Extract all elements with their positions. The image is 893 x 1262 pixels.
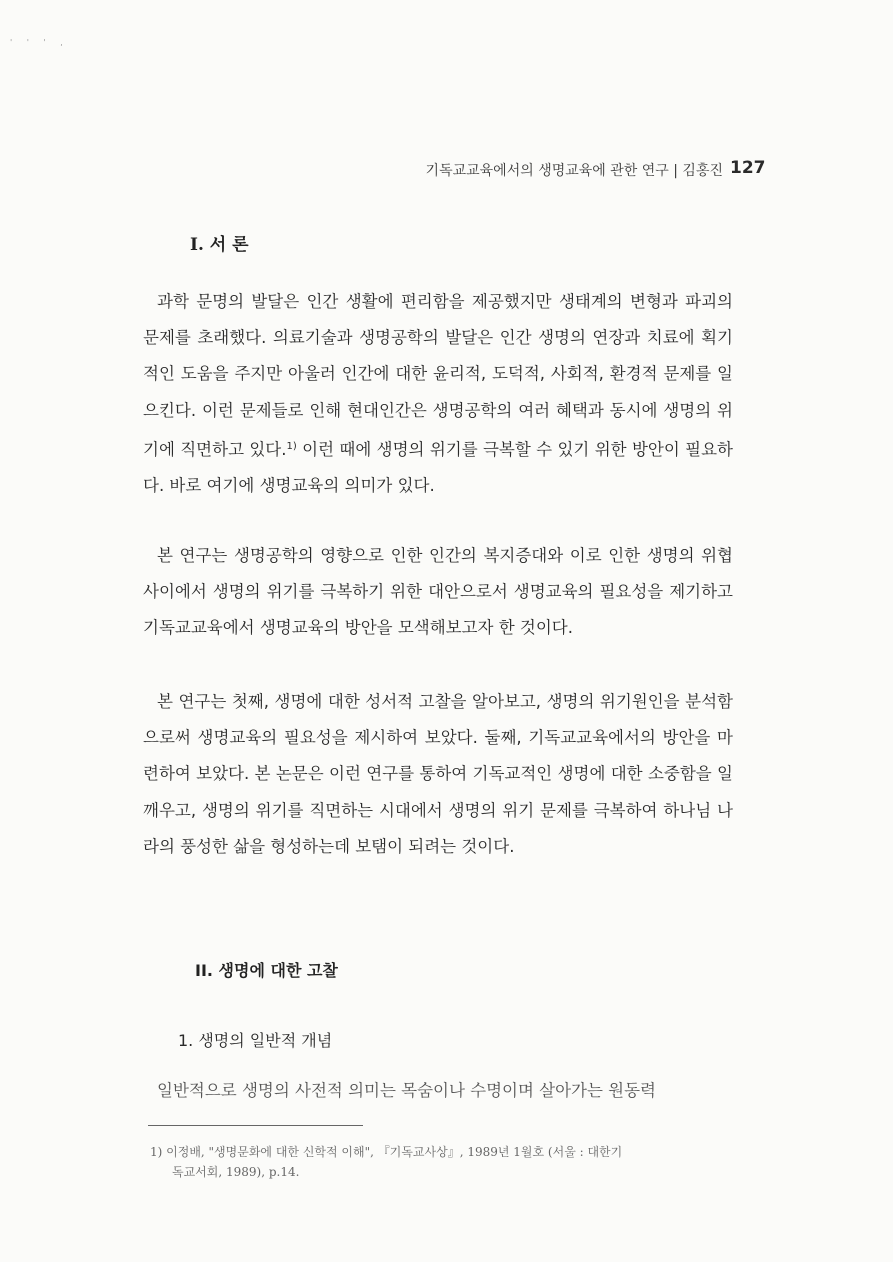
running-header: 기독교교육에서의 생명교육에 관한 연구 | 김홍진 xyxy=(425,163,723,179)
footnote-marker[interactable]: 1) xyxy=(286,440,297,452)
paragraph-2: 본 연구는 생명공학의 영향으로 인한 인간의 복지증대와 이로 인한 생명의 위협 사이에서 생명의 위기를 극복하기 위한 대안으로서 생명교육의 필요성을 제기하고 기독교교육에서 생명교육의 방안을 모색해보고자 한 것이다. xyxy=(143,546,733,638)
footnote-line-1: 1) 이정배, "생명문화에 대한 신학적 이해", 『기독교사상』, 1989년 1월호 (서울 : 대한기 xyxy=(150,1145,623,1159)
footnote-line-2: 독교서회, 1989), p.14. xyxy=(172,1165,300,1179)
paragraph-4: 일반적으로 생명의 사전적 의미는 목숨이나 수명이며 살아가는 원동력 xyxy=(157,1081,656,1100)
paragraph-1 xyxy=(143,284,733,504)
section-title-life: II. 생명에 대한 고찰 xyxy=(195,961,338,980)
paragraph-1-text: 과학 문명의 발달은 인간 생활에 편리함을 제공했지만 생태계의 변형과 파괴의 문제를 초래했다. 의료기술과 생명공학의 발달은 인간 생명의 연장과 치료에 획기적인 도움을 주지만 아울러 인간에 대한 윤리적, 도덕적, 사회적, 환경적 문제를 일으킨다. 이런 문제들로 인해 현대인간은 생명공학의 여러 혜택과 동시에 생명의 위기에 직면하고 있다. xyxy=(143,292,733,459)
footnote xyxy=(150,1142,740,1182)
paragraph-1-tail: 이런 때에 생명의 위기를 극복할 수 있기 위한 방안이 필요하다. 바로 여기에 생명교육의 의미가 있다. xyxy=(143,439,733,496)
page-number: 127 xyxy=(730,158,766,178)
scan-artifact: ' ' ' , xyxy=(10,38,69,47)
footnote-divider xyxy=(148,1125,363,1126)
subsection-title: 1. 생명의 일반적 개념 xyxy=(178,1031,333,1050)
paragraph-3: 본 연구는 첫째, 생명에 대한 성서적 고찰을 알아보고, 생명의 위기원인을 분석함으로써 생명교육의 필요성을 제시하여 보았다. 둘째, 기독교교육에서의 방안을 마련하여 보았다. 본 논문은 이런 연구를 통하여 기독교적인 생명에 대한 소중함을 일깨우고, 생명의 위기를 직면하는 시대에서 생명의 위기 문제를 극복하여 하나님 나라의 풍성한 삶을 형성하는데 보탬이 되려는 것이다. xyxy=(143,692,733,856)
section-title-introduction: I. 서 론 xyxy=(190,235,249,255)
